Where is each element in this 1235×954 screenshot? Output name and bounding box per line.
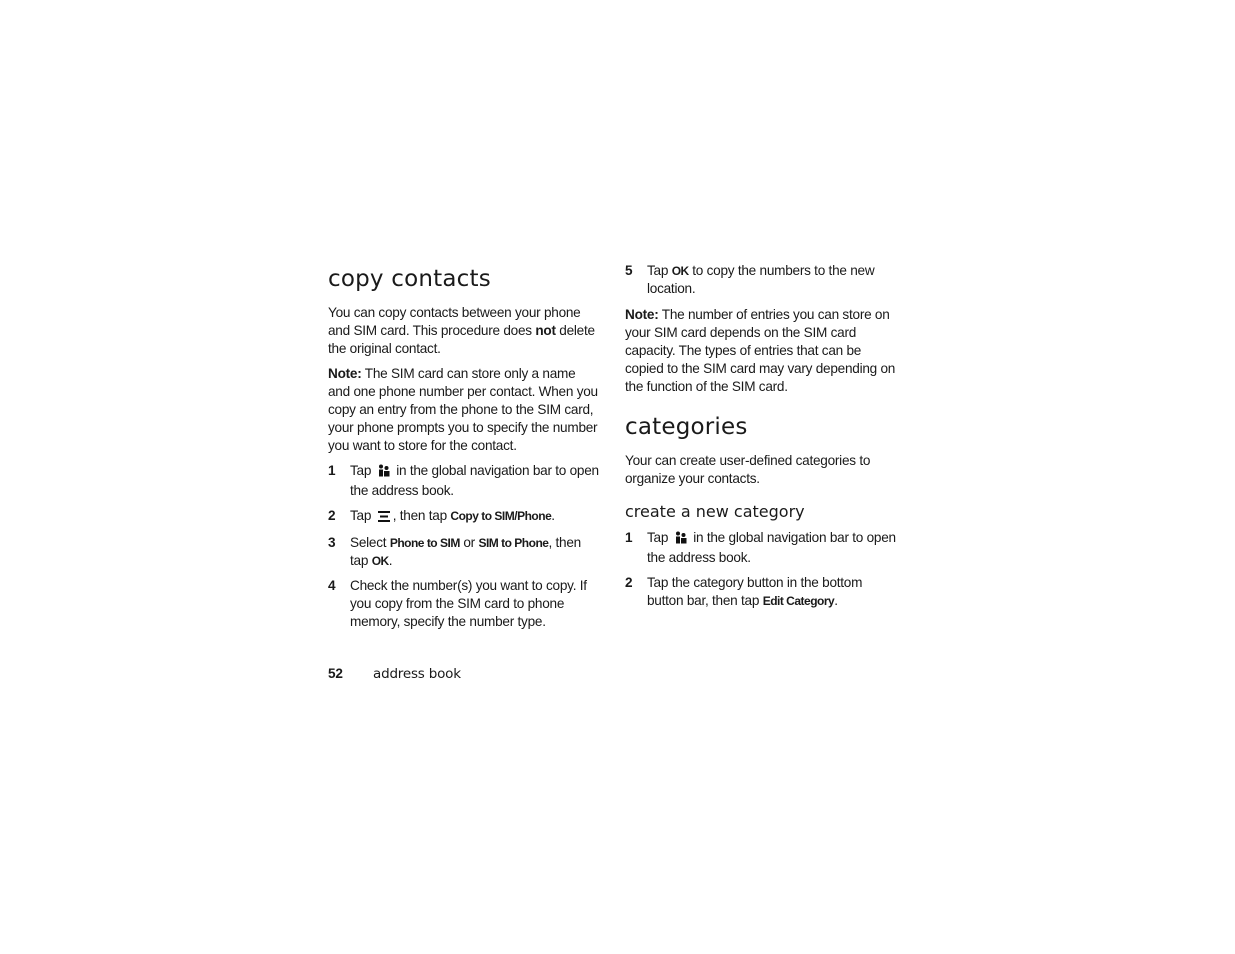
page-number: 52 <box>328 666 343 681</box>
emphasis-not: not <box>535 323 556 338</box>
key-phone-to-sim: Phone to SIM <box>389 536 460 550</box>
step-2: 2 Tap the category button in the bottom button bar, then tap Edit Category. <box>625 575 863 608</box>
page-footer <box>328 665 461 683</box>
step-number: 2 <box>625 575 633 590</box>
step-number: 1 <box>328 463 336 478</box>
left-column <box>328 262 600 638</box>
key-copy-to-sim-phone: Copy to SIM/Phone <box>450 509 552 523</box>
categories-intro: Your can create user-defined categories to organize your contacts. <box>625 453 871 486</box>
step-number: 3 <box>328 535 336 550</box>
note-label: Note: <box>625 307 659 322</box>
subsection-title-create-category: create a new category <box>625 502 805 521</box>
running-footer-title: address book <box>373 666 461 682</box>
step-number: 4 <box>328 578 336 593</box>
right-column <box>625 262 897 617</box>
step-1: 1 Tap in the global navigation bar to open the address book. <box>328 463 599 498</box>
key-sim-to-phone: SIM to Phone <box>478 536 549 550</box>
intro-paragraph: You can copy contacts between your phone and SIM card. This procedure does not delete the original contact. <box>328 305 595 356</box>
key-edit-category: Edit Category <box>762 594 835 608</box>
key-ok: OK <box>371 554 389 568</box>
step-number: 1 <box>625 530 633 545</box>
step-1: 1 Tap in the global navigation bar to open the address book. <box>625 530 896 565</box>
step-5: 5 Tap OK to copy the numbers to the new location. <box>625 263 875 296</box>
note-paragraph: Note: The SIM card can store only a name and one phone number per contact. When you copy an entry from the phone to the SIM card, your phone prompts you to specify the number you want to store for the contact. <box>328 366 598 453</box>
section-title-copy-contacts: copy contacts <box>328 266 491 292</box>
note-paragraph: Note: The number of entries you can store on your SIM card depends on the SIM card capacity. The types of entries that can be copied to the SIM card may vary depending on the function of the SIM card. <box>625 307 896 394</box>
menu-icon <box>378 509 390 527</box>
key-ok: OK <box>671 264 689 278</box>
contacts-people-icon <box>378 464 390 482</box>
step-3: 3 Select Phone to SIM or SIM to Phone, then tap OK. <box>328 535 581 568</box>
step-4: 4 Check the number(s) you want to copy. If you copy from the SIM card to phone memory, specify the number type. <box>328 578 587 629</box>
contacts-people-icon <box>675 531 687 549</box>
note-label: Note: <box>328 366 362 381</box>
section-title-categories: categories <box>625 414 748 440</box>
step-2: 2 Tap , then tap Copy to SIM/Phone. <box>328 507 600 527</box>
step-number: 5 <box>625 263 633 278</box>
step-number: 2 <box>328 508 336 523</box>
